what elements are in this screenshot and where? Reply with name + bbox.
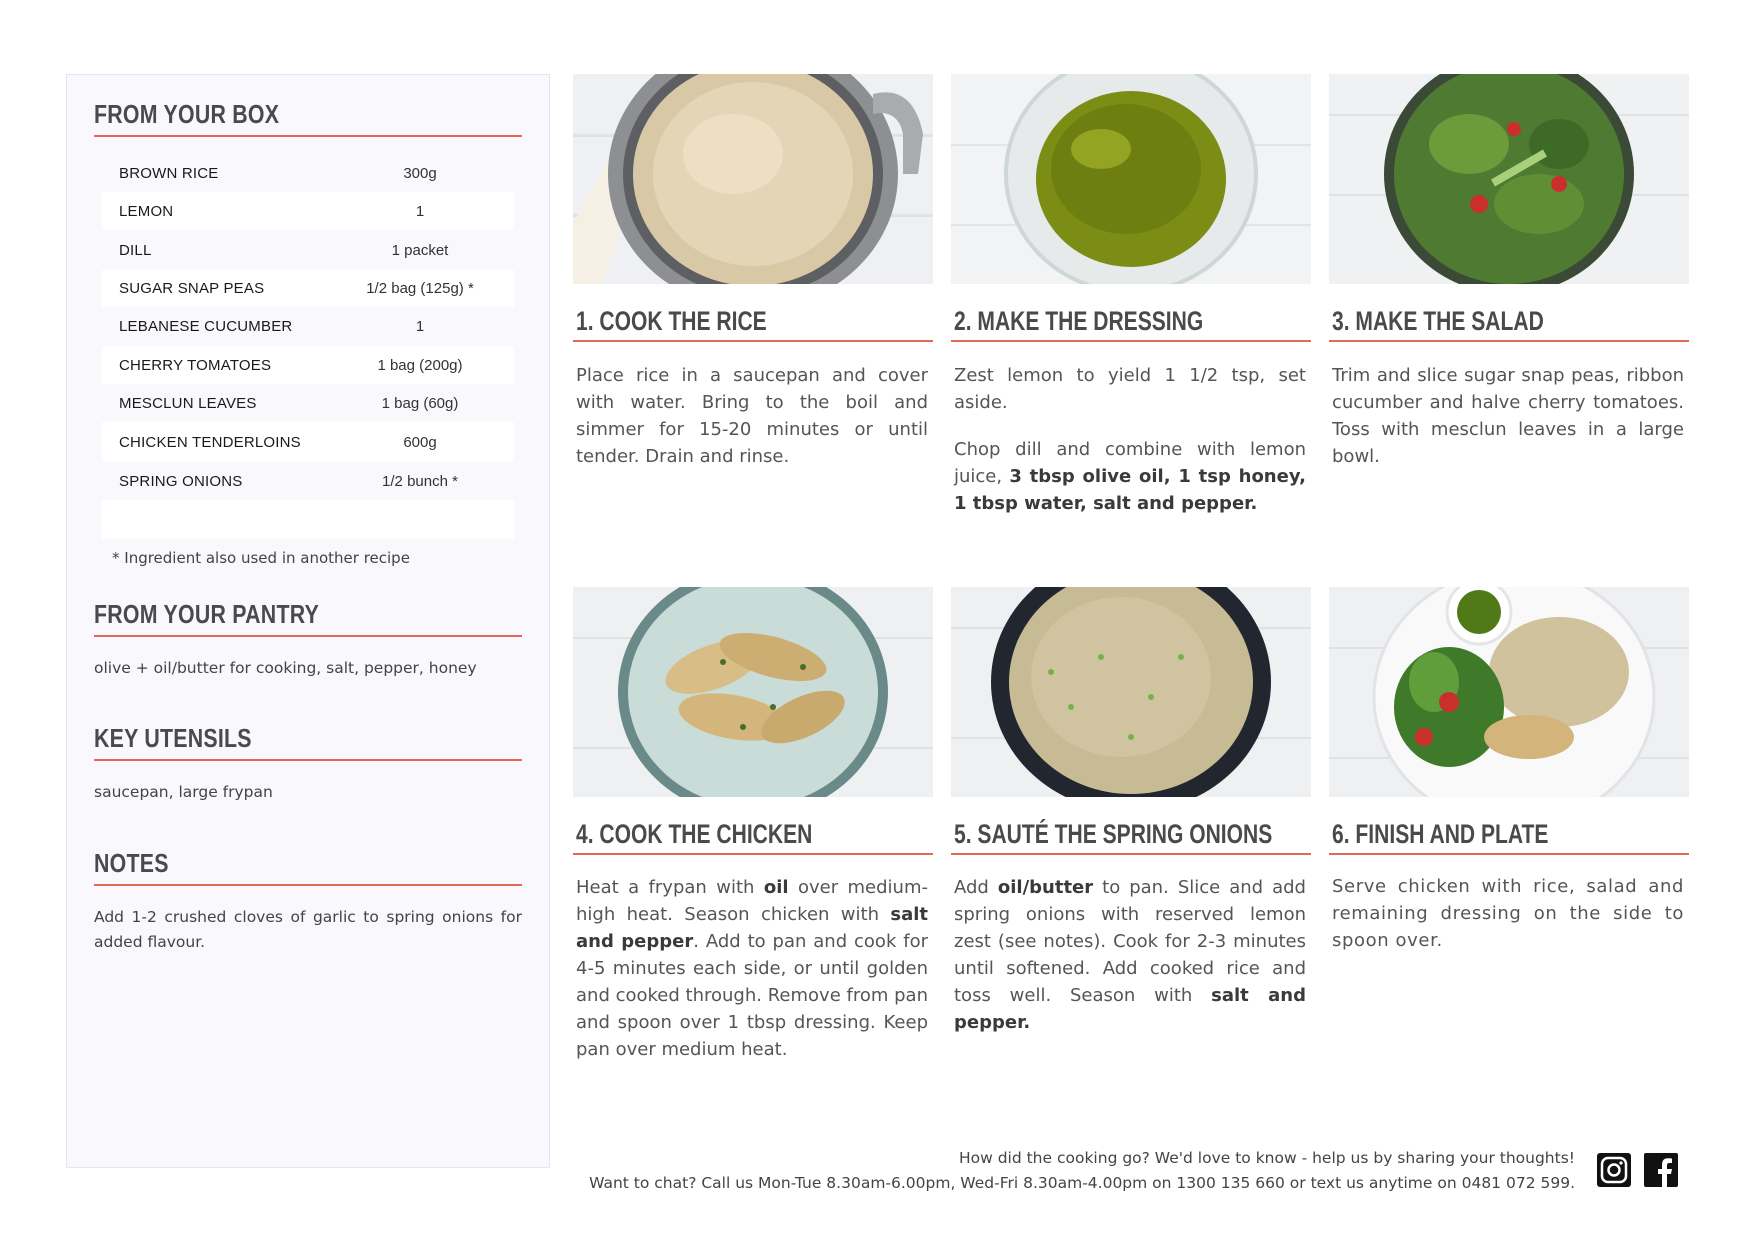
ingredient-quantity: 600g	[403, 433, 437, 451]
ingredients-table	[102, 155, 514, 539]
section-rule	[94, 635, 522, 637]
section-rule	[94, 884, 522, 886]
sidebar	[66, 74, 550, 1168]
step-title: 1. COOK THE RICE	[576, 306, 767, 336]
ingredient-name: MESCLUN LEAVES	[119, 394, 257, 412]
ingredient-name: CHERRY TOMATOES	[119, 356, 272, 374]
ingredient-row	[102, 384, 514, 422]
ingredient-row	[102, 155, 514, 192]
notes-title: NOTES	[94, 848, 169, 878]
step-text-bold: salt and pepper	[576, 904, 928, 952]
rice-photo	[573, 74, 933, 284]
ingredient-row	[102, 192, 514, 230]
ingredient-name: LEMON	[119, 202, 174, 220]
step-text-span: Chop dill and combine with lemon juice,	[954, 439, 1306, 487]
footer-contact-text: Want to chat? Call us Mon-Tue 8.30am-6.00pm, Wed-Fri 8.30am-4.00pm on 1300 135 660 or text us anytime on 0481 072 599.	[589, 1174, 1575, 1192]
step-text-span: over medium-high heat. Season chicken with	[576, 877, 928, 925]
ingredient-quantity: 1 bag (200g)	[377, 356, 463, 374]
step-text-span: Heat a frypan with	[576, 877, 764, 898]
step-rule	[573, 340, 933, 342]
step-text-span: to pan. Slice and add spring onions with reserved lemon zest (see notes). Cook for 2-3 minutes until softened. Add cooked rice and toss well. Season with	[954, 877, 1306, 1006]
footer-feedback-text: How did the cooking go? We'd love to know - help us by sharing your thoughts!	[958, 1149, 1575, 1167]
ingredient-row	[102, 422, 514, 462]
step-rule	[573, 853, 933, 855]
step-rule	[951, 853, 1311, 855]
plated-dish-photo	[1329, 587, 1689, 797]
ingredient-row	[102, 500, 514, 539]
step-title: 6. FINISH AND PLATE	[1332, 819, 1549, 849]
ingredient-row	[102, 307, 514, 346]
step-title: 2. MAKE THE DRESSING	[954, 306, 1204, 336]
step-rule	[951, 340, 1311, 342]
from-your-pantry-title: FROM YOUR PANTRY	[94, 599, 320, 629]
ingredient-name: SUGAR SNAP PEAS	[119, 280, 265, 297]
step-text: Serve chicken with rice, salad and remaining dressing on the side to spoon over.	[1332, 876, 1684, 951]
ingredient-name: LEBANESE CUCUMBER	[119, 318, 293, 335]
dressing-photo	[951, 74, 1311, 284]
step-text-bold: salt and pepper.	[954, 985, 1307, 1033]
ingredient-quantity: 1/2 bag (125g) *	[366, 280, 474, 297]
step-text-span: . Add to pan and cook for 4-5 minutes each side, or until golden and cooked through. Remove from pan and spoon over 1 tbsp dressing. Keep pan over medium heat.	[576, 931, 929, 1060]
ingredient-quantity: 1/2 bunch *	[382, 472, 458, 490]
section-rule	[94, 135, 522, 137]
step-text	[576, 874, 928, 1063]
ingredient-name: SPRING ONIONS	[119, 472, 243, 490]
key-utensils-title: KEY UTENSILS	[94, 723, 252, 753]
from-your-box-title: FROM YOUR BOX	[94, 99, 280, 129]
ingredient-row	[102, 462, 514, 500]
step-text-span: Add	[954, 877, 998, 898]
utensils-text: saucepan, large frypan	[94, 783, 273, 801]
footer	[589, 1146, 1575, 1196]
ingredient-row	[102, 346, 514, 384]
step-title: 3. MAKE THE SALAD	[1332, 306, 1544, 336]
step-rule	[1329, 853, 1689, 855]
step-text: Place rice in a saucepan and cover with water. Bring to the boil and simmer for 15-20 minutes or until tender. Drain and rinse.	[576, 365, 928, 467]
step-rule	[1329, 340, 1689, 342]
ingredient-name: DILL	[119, 241, 152, 259]
step-text	[954, 874, 1306, 1036]
ingredient-quantity: 1 bag (60g)	[381, 394, 459, 412]
spring-onion-rice-photo	[951, 587, 1311, 797]
ingredient-quantity: 1 packet	[391, 241, 449, 259]
ingredient-quantity: 300g	[403, 165, 437, 182]
section-rule	[94, 759, 522, 761]
step-text	[954, 362, 1306, 537]
facebook-icon[interactable]	[1643, 1152, 1679, 1188]
step-text-bold: oil	[763, 877, 789, 898]
chicken-photo	[573, 587, 933, 797]
step-paragraph: Zest lemon to yield 1 1/2 tsp, set aside.	[954, 365, 1306, 413]
pantry-text: olive + oil/butter for cooking, salt, pepper, honey	[94, 659, 477, 677]
ingredient-row	[102, 230, 514, 270]
ingredient-quantity: 1	[415, 202, 425, 220]
step-paragraph	[954, 436, 1306, 517]
instagram-icon[interactable]	[1596, 1152, 1632, 1188]
ingredient-footnote: * Ingredient also used in another recipe	[112, 549, 410, 567]
step-text-bold: 3 tbsp olive oil, 1 tsp honey, 1 tbsp water, salt and pepper.	[954, 466, 1307, 514]
step-text-bold: oil/butter	[997, 877, 1094, 898]
ingredient-name: BROWN RICE	[119, 165, 219, 182]
salad-photo	[1329, 74, 1689, 284]
ingredient-quantity: 1	[415, 318, 425, 335]
notes-text: Add 1-2 crushed cloves of garlic to spring onions for added flavour.	[94, 908, 522, 951]
ingredient-row	[102, 270, 514, 307]
step-title: 5. SAUTÉ THE SPRING ONIONS	[954, 819, 1273, 849]
ingredient-name: CHICKEN TENDERLOINS	[119, 433, 301, 451]
step-title: 4. COOK THE CHICKEN	[576, 819, 813, 849]
step-text: Trim and slice sugar snap peas, ribbon cucumber and halve cherry tomatoes. Toss with mesclun leaves in a large bowl.	[1332, 365, 1684, 467]
